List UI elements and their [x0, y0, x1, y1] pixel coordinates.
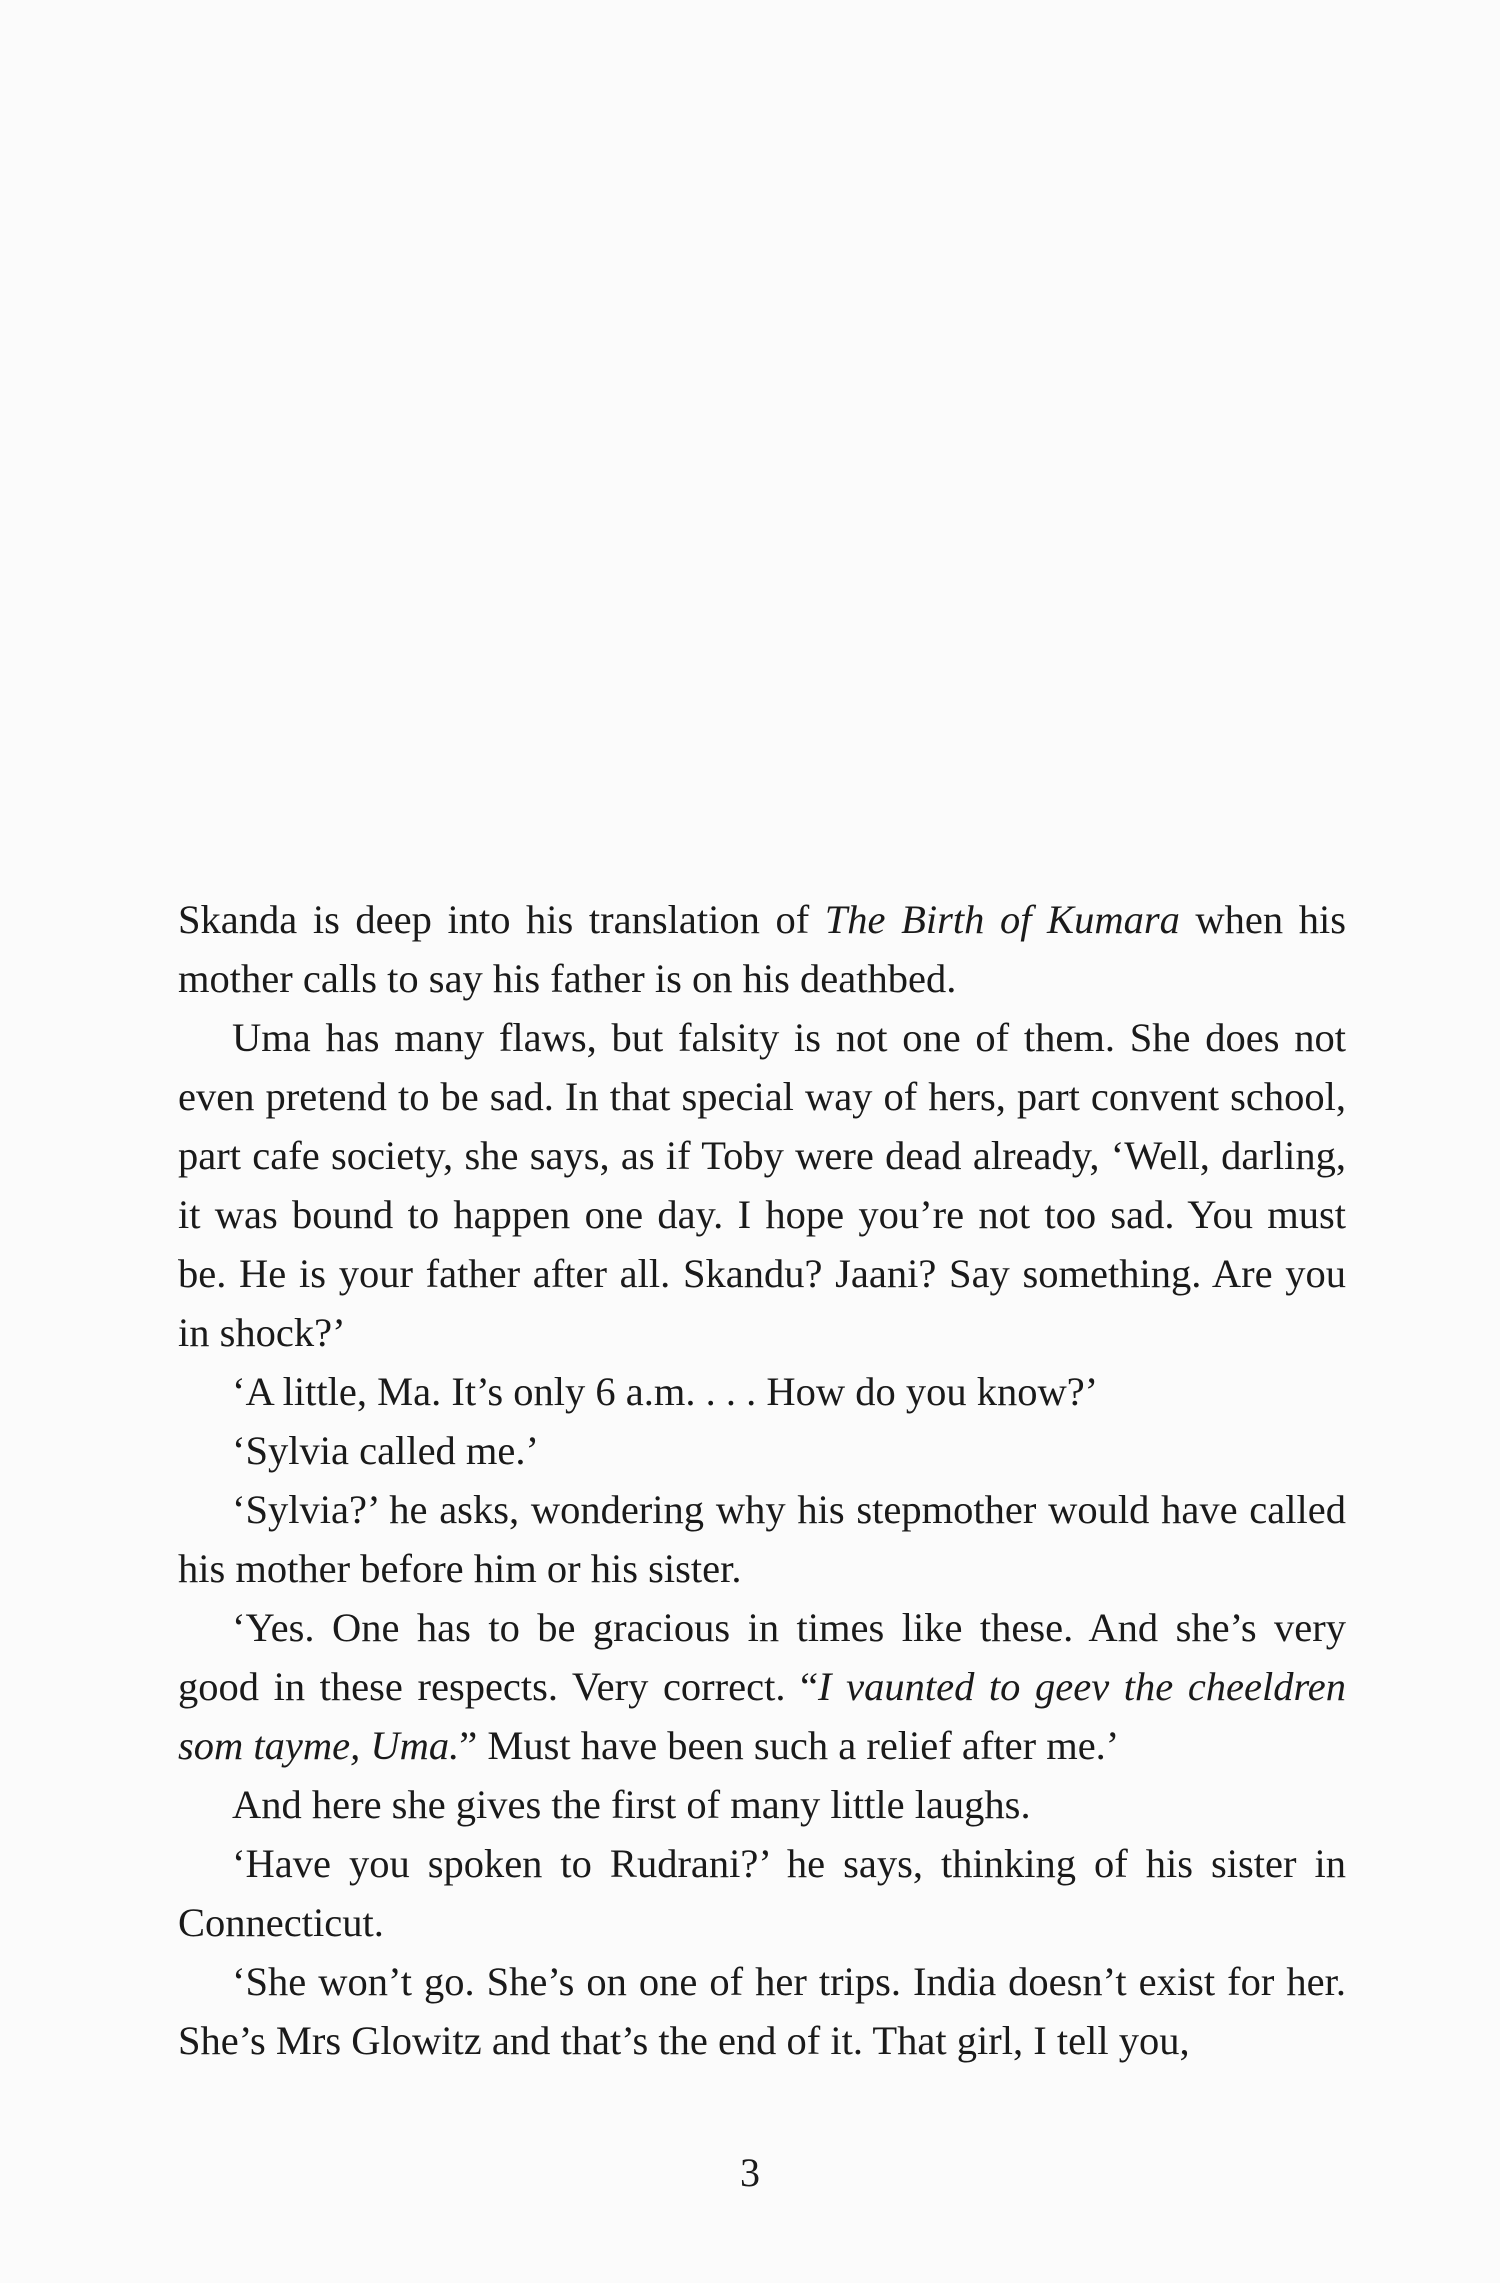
paragraph	[178, 1421, 1346, 1480]
paragraph	[178, 1480, 1346, 1598]
text-span: Uma has many flaws, but falsity is not one of them. She does not even pretend to be sad. In that special way of hers, part convent school, part cafe society, she says, as if Toby were dead already, ‘Well, darling, it was bound to happen one day. I hope you’re not too sad. You must be. He is your father after all. Skandu? Jaani? Say something. Are you in shock?’	[178, 1015, 1346, 1355]
text-span: ” Must have been such a relief after me.’	[459, 1723, 1120, 1768]
italic-quote: I vaunted to geev the cheeldren som tayme, Uma.	[178, 1664, 1346, 1768]
paragraph	[178, 1952, 1346, 2070]
page-number: 3	[740, 2150, 760, 2195]
text-span: when his mother calls to say his father is on his deathbed.	[178, 897, 1346, 1001]
body-text	[178, 890, 1346, 2070]
text-span: And here she gives the first of many little laughs.	[232, 1782, 1031, 1827]
paragraph	[178, 1362, 1346, 1421]
paragraph	[178, 1775, 1346, 1834]
text-span: ‘Sylvia called me.’	[232, 1428, 540, 1473]
paragraph	[178, 890, 1346, 1008]
paragraph	[178, 1008, 1346, 1362]
paragraph	[178, 1834, 1346, 1952]
text-span: ‘Yes. One has to be gracious in times like these. And she’s very good in these respects. Very correct. “	[178, 1605, 1346, 1709]
text-span: ‘A little, Ma. It’s only 6 a.m. . . . How do you know?’	[232, 1369, 1099, 1414]
text-span: ‘She won’t go. She’s on one of her trips. India doesn’t exist for her. She’s Mrs Glowitz and that’s the end of it. That girl, I tell you,	[178, 1959, 1346, 2063]
text-span: ‘Sylvia?’ he asks, wondering why his stepmother would have called his mother before him or his sister.	[178, 1487, 1346, 1591]
text-span: Skanda is deep into his translation of	[178, 897, 825, 942]
paragraph	[178, 1598, 1346, 1775]
text-span: ‘Have you spoken to Rudrani?’ he says, thinking of his sister in Connecticut.	[178, 1841, 1346, 1945]
book-title: The Birth of Kumara	[824, 897, 1180, 942]
